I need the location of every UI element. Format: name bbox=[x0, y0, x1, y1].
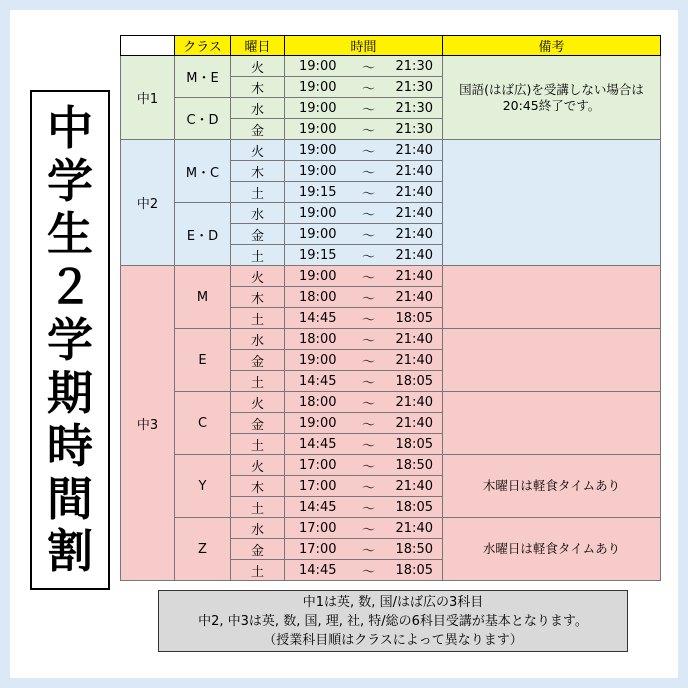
class-cell: M bbox=[175, 266, 231, 329]
class-cell: C bbox=[175, 392, 231, 455]
class-cell: E bbox=[175, 329, 231, 392]
table-row bbox=[121, 518, 661, 539]
end-time-cell: 21:40 bbox=[387, 224, 443, 245]
day-cell: 土 bbox=[231, 182, 285, 203]
title-char: 割 bbox=[47, 524, 93, 579]
note-cell: 木曜日は軽食タイムあり bbox=[443, 455, 661, 518]
start-time-cell: 14:45 bbox=[285, 371, 351, 392]
time-separator: ～ bbox=[351, 539, 387, 560]
day-cell: 金 bbox=[231, 413, 285, 434]
time-separator: ～ bbox=[351, 476, 387, 497]
start-time-cell: 14:45 bbox=[285, 434, 351, 455]
end-time-cell: 21:40 bbox=[387, 203, 443, 224]
table-row bbox=[121, 455, 661, 476]
end-time-cell: 21:40 bbox=[387, 245, 443, 266]
time-separator: ～ bbox=[351, 413, 387, 434]
start-time-cell: 19:00 bbox=[285, 413, 351, 434]
header-note: 備考 bbox=[443, 36, 661, 56]
end-time-cell: 18:05 bbox=[387, 560, 443, 581]
day-cell: 土 bbox=[231, 497, 285, 518]
end-time-cell: 21:40 bbox=[387, 161, 443, 182]
time-separator: ～ bbox=[351, 245, 387, 266]
day-cell: 金 bbox=[231, 539, 285, 560]
start-time-cell: 19:00 bbox=[285, 140, 351, 161]
start-time-cell: 14:45 bbox=[285, 560, 351, 581]
start-time-cell: 19:00 bbox=[285, 56, 351, 77]
end-time-cell: 21:40 bbox=[387, 392, 443, 413]
end-time-cell: 18:50 bbox=[387, 539, 443, 560]
day-cell: 火 bbox=[231, 56, 285, 77]
time-separator: ～ bbox=[351, 266, 387, 287]
table-row bbox=[121, 266, 661, 287]
class-cell: Y bbox=[175, 455, 231, 518]
time-separator: ～ bbox=[351, 329, 387, 350]
end-time-cell: 21:40 bbox=[387, 329, 443, 350]
day-cell: 火 bbox=[231, 266, 285, 287]
schedule-table bbox=[120, 35, 661, 581]
class-cell: C・D bbox=[175, 98, 231, 140]
start-time-cell: 19:00 bbox=[285, 161, 351, 182]
start-time-cell: 19:00 bbox=[285, 224, 351, 245]
time-separator: ～ bbox=[351, 140, 387, 161]
day-cell: 水 bbox=[231, 518, 285, 539]
end-time-cell: 21:40 bbox=[387, 182, 443, 203]
time-separator: ～ bbox=[351, 308, 387, 329]
start-time-cell: 19:00 bbox=[285, 119, 351, 140]
start-time-cell: 19:00 bbox=[285, 266, 351, 287]
title-char: 学 bbox=[47, 154, 93, 209]
day-cell: 金 bbox=[231, 350, 285, 371]
end-time-cell: 21:40 bbox=[387, 413, 443, 434]
start-time-cell: 19:15 bbox=[285, 182, 351, 203]
end-time-cell: 21:40 bbox=[387, 476, 443, 497]
start-time-cell: 19:00 bbox=[285, 350, 351, 371]
time-separator: ～ bbox=[351, 203, 387, 224]
time-separator: ～ bbox=[351, 497, 387, 518]
grade-cell: 中1 bbox=[121, 56, 175, 140]
time-separator: ～ bbox=[351, 98, 387, 119]
start-time-cell: 17:00 bbox=[285, 476, 351, 497]
note-cell: 国語(はば広)を受講しない場合は 20:45終了です。 bbox=[443, 56, 661, 140]
schedule-body bbox=[121, 56, 661, 581]
header-day: 曜日 bbox=[231, 36, 285, 56]
header-class: クラス bbox=[175, 36, 231, 56]
day-cell: 火 bbox=[231, 392, 285, 413]
day-cell: 土 bbox=[231, 245, 285, 266]
day-cell: 木 bbox=[231, 287, 285, 308]
day-cell: 金 bbox=[231, 224, 285, 245]
day-cell: 火 bbox=[231, 455, 285, 476]
time-separator: ～ bbox=[351, 119, 387, 140]
title-char: ２ bbox=[47, 260, 93, 315]
start-time-cell: 17:00 bbox=[285, 518, 351, 539]
end-time-cell: 21:30 bbox=[387, 119, 443, 140]
header-grade bbox=[121, 36, 175, 56]
note-cell bbox=[443, 266, 661, 329]
end-time-cell: 21:30 bbox=[387, 56, 443, 77]
end-time-cell: 18:05 bbox=[387, 371, 443, 392]
title-char: 期 bbox=[47, 365, 93, 420]
start-time-cell: 19:15 bbox=[285, 245, 351, 266]
end-time-cell: 21:30 bbox=[387, 98, 443, 119]
title-char: 中 bbox=[47, 101, 93, 156]
class-cell: Z bbox=[175, 518, 231, 581]
day-cell: 金 bbox=[231, 119, 285, 140]
time-separator: ～ bbox=[351, 77, 387, 98]
end-time-cell: 21:30 bbox=[387, 77, 443, 98]
time-separator: ～ bbox=[351, 371, 387, 392]
day-cell: 水 bbox=[231, 98, 285, 119]
title-char: 生 bbox=[47, 207, 93, 262]
day-cell: 水 bbox=[231, 329, 285, 350]
start-time-cell: 17:00 bbox=[285, 539, 351, 560]
note-cell bbox=[443, 140, 661, 266]
table-row bbox=[121, 140, 661, 161]
day-cell: 土 bbox=[231, 560, 285, 581]
day-cell: 土 bbox=[231, 371, 285, 392]
start-time-cell: 18:00 bbox=[285, 287, 351, 308]
day-cell: 木 bbox=[231, 77, 285, 98]
start-time-cell: 14:45 bbox=[285, 497, 351, 518]
footer-note bbox=[158, 590, 628, 652]
class-cell: M・C bbox=[175, 140, 231, 203]
header-time: 時間 bbox=[285, 36, 443, 56]
end-time-cell: 21:40 bbox=[387, 287, 443, 308]
time-separator: ～ bbox=[351, 434, 387, 455]
grade-cell: 中3 bbox=[121, 266, 175, 581]
time-separator: ～ bbox=[351, 392, 387, 413]
time-separator: ～ bbox=[351, 350, 387, 371]
time-separator: ～ bbox=[351, 182, 387, 203]
time-separator: ～ bbox=[351, 560, 387, 581]
day-cell: 木 bbox=[231, 161, 285, 182]
end-time-cell: 21:40 bbox=[387, 140, 443, 161]
class-cell: M・E bbox=[175, 56, 231, 98]
end-time-cell: 21:40 bbox=[387, 518, 443, 539]
day-cell: 木 bbox=[231, 476, 285, 497]
footer-line: 中2, 中3は英, 数, 国, 理, 社, 特/総の6科目受講が基本となります。 bbox=[198, 613, 588, 629]
start-time-cell: 14:45 bbox=[285, 308, 351, 329]
end-time-cell: 18:05 bbox=[387, 308, 443, 329]
title-char: 時 bbox=[47, 418, 93, 473]
note-cell: 水曜日は軽食タイムあり bbox=[443, 518, 661, 581]
start-time-cell: 19:00 bbox=[285, 98, 351, 119]
day-cell: 土 bbox=[231, 308, 285, 329]
class-cell: E・D bbox=[175, 203, 231, 266]
page-title bbox=[30, 90, 110, 590]
day-cell: 水 bbox=[231, 203, 285, 224]
end-time-cell: 21:40 bbox=[387, 266, 443, 287]
note-cell bbox=[443, 329, 661, 392]
table-row bbox=[121, 56, 661, 77]
end-time-cell: 21:40 bbox=[387, 350, 443, 371]
table-row bbox=[121, 392, 661, 413]
time-separator: ～ bbox=[351, 161, 387, 182]
footer-line: 中1は英, 数, 国/はば広の3科目 bbox=[302, 594, 484, 610]
end-time-cell: 18:50 bbox=[387, 455, 443, 476]
title-char: 間 bbox=[47, 471, 93, 526]
start-time-cell: 19:00 bbox=[285, 203, 351, 224]
start-time-cell: 19:00 bbox=[285, 77, 351, 98]
time-separator: ～ bbox=[351, 56, 387, 77]
note-cell bbox=[443, 392, 661, 455]
end-time-cell: 18:05 bbox=[387, 434, 443, 455]
day-cell: 土 bbox=[231, 434, 285, 455]
table-row bbox=[121, 329, 661, 350]
header-row bbox=[121, 36, 661, 56]
grade-cell: 中2 bbox=[121, 140, 175, 266]
day-cell: 火 bbox=[231, 140, 285, 161]
time-separator: ～ bbox=[351, 455, 387, 476]
start-time-cell: 17:00 bbox=[285, 455, 351, 476]
title-char: 学 bbox=[47, 312, 93, 367]
start-time-cell: 18:00 bbox=[285, 329, 351, 350]
time-separator: ～ bbox=[351, 287, 387, 308]
time-separator: ～ bbox=[351, 224, 387, 245]
time-separator: ～ bbox=[351, 518, 387, 539]
end-time-cell: 18:05 bbox=[387, 497, 443, 518]
footer-line: （授業科目順はクラスによって異なります） bbox=[263, 632, 523, 648]
start-time-cell: 18:00 bbox=[285, 392, 351, 413]
